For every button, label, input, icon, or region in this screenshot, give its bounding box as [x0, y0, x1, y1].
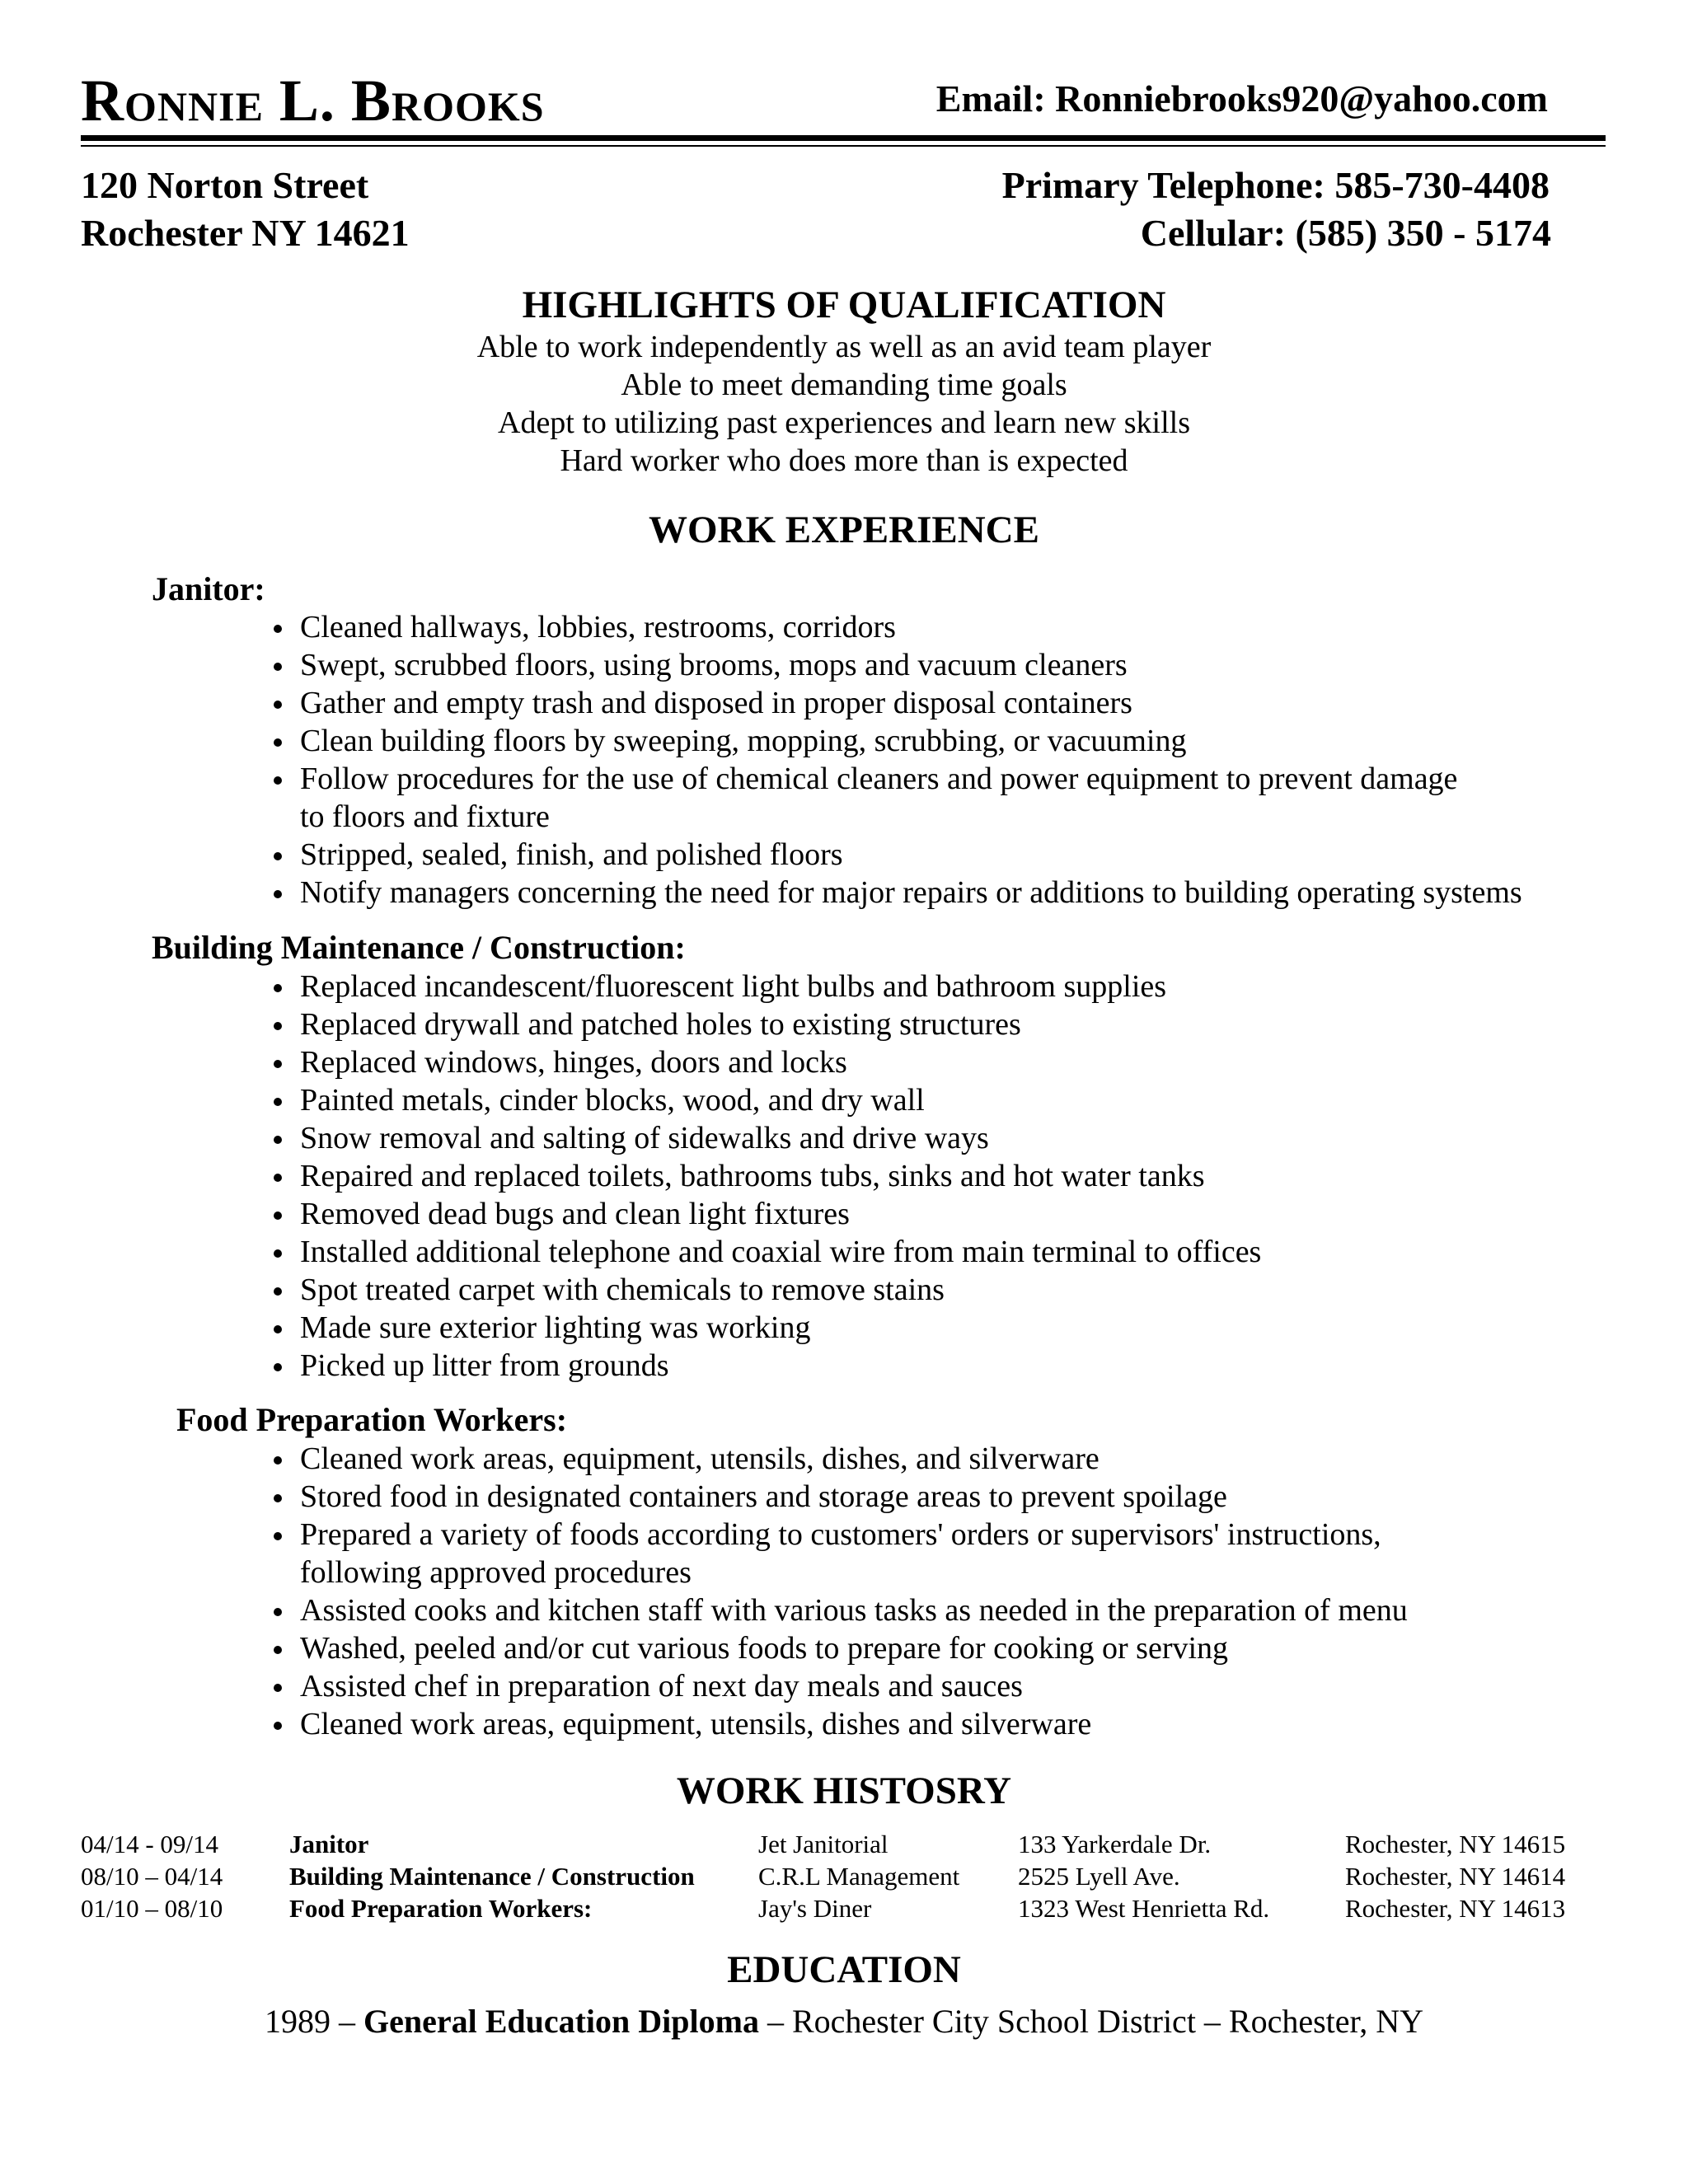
- duty-item: Painted metals, cinder blocks, wood, and dry wall: [300, 1081, 1261, 1119]
- duty-item: Notify managers concerning the need for major repairs or additions to building operating systems: [300, 875, 1522, 910]
- history-row: [81, 1828, 1606, 1860]
- history-city: Rochester, NY 14615: [1345, 1830, 1566, 1858]
- history-job-title: Building Maintenance / Construction: [289, 1862, 695, 1891]
- duty-item: Installed additional telephone and coaxial wire from main terminal to offices: [300, 1235, 1262, 1269]
- duty-item: [300, 1516, 1408, 1591]
- header-divider-thick: [81, 135, 1606, 141]
- building-maintenance-duties: [256, 968, 1261, 1385]
- history-job-title: Food Preparation Workers:: [289, 1894, 593, 1923]
- duty-item: Replaced windows, hinges, doors and locks: [300, 1043, 1261, 1081]
- janitor-duties: [256, 608, 1522, 912]
- highlight-item: Able to meet demanding time goals: [621, 368, 1067, 402]
- education-separator: –: [758, 2003, 792, 2040]
- duty-item: Assisted chef in preparation of next day meals and sauces: [300, 1667, 1408, 1705]
- duty-item: Made sure exterior lighting was working: [300, 1309, 1261, 1347]
- duty-item: Replaced incandescent/fluorescent light bulbs and bathroom supplies: [300, 968, 1261, 1005]
- duty-item: Replaced drywall and patched holes to existing structures: [300, 1005, 1261, 1043]
- job-title-building-maintenance: Building Maintenance / Construction:: [152, 929, 686, 966]
- duty-item: Spot treated carpet with chemicals to remove stains: [300, 1271, 1261, 1309]
- duty-item: Snow removal and salting of sidewalks and drive ways: [300, 1119, 1261, 1157]
- cell-phone: Cellular: (585) 350 - 5174: [1140, 212, 1551, 254]
- history-row: [81, 1892, 1606, 1924]
- duty-item: Cleaned hallways, lobbies, restrooms, corridors: [300, 608, 1522, 646]
- duty-item: Cleaned work areas, equipment, utensils, dishes, and silverware: [300, 1440, 1408, 1478]
- education-line: [0, 2001, 1688, 2042]
- history-dates: 04/14 - 09/14: [81, 1830, 219, 1858]
- work-history-title: WORK HISTOSRY: [676, 1769, 1012, 1812]
- duty-item: Clean building floors by sweeping, mopping, scrubbing, or vacuuming: [300, 722, 1522, 760]
- education-school: Rochester City School District – Rochester, NY: [791, 2003, 1424, 2040]
- duty-item: Stripped, sealed, finish, and polished floors: [300, 836, 1522, 874]
- education-degree: General Education Diploma: [363, 2003, 759, 2040]
- history-job-title: Janitor: [289, 1830, 369, 1858]
- duty-item: Stored food in designated containers and storage areas to prevent spoilage: [300, 1478, 1408, 1516]
- duty-item: Picked up litter from grounds: [300, 1347, 1261, 1385]
- duty-item: Repaired and replaced toilets, bathrooms tubs, sinks and hot water tanks: [300, 1157, 1261, 1195]
- duty-text: Prepared a variety of foods according to customers' orders or supervisors' instructions,: [300, 1517, 1381, 1552]
- history-row: [81, 1860, 1606, 1892]
- history-city: Rochester, NY 14613: [1345, 1894, 1566, 1923]
- phone-block: [1002, 162, 1550, 257]
- history-employer: Jay's Diner: [758, 1894, 872, 1923]
- duty-item: Washed, peeled and/or cut various foods to prepare for cooking or serving: [300, 1629, 1408, 1667]
- header: [81, 59, 1548, 142]
- highlight-item: Able to work independently as well as an avid team player: [476, 330, 1212, 364]
- header-divider-thin: [81, 145, 1606, 147]
- duty-continuation: to floors and fixture: [300, 799, 550, 834]
- highlight-item: Adept to utilizing past experiences and learn new skills: [498, 405, 1190, 440]
- history-dates: 01/10 – 08/10: [81, 1894, 223, 1923]
- email-line: Email: Ronniebrooks920@yahoo.com: [935, 77, 1548, 120]
- history-street: 133 Yarkerdale Dr.: [1018, 1830, 1212, 1858]
- work-experience-title: WORK EXPERIENCE: [649, 509, 1039, 551]
- history-dates: 08/10 – 04/14: [81, 1862, 223, 1891]
- duty-continuation: following approved procedures: [300, 1555, 692, 1590]
- duty-item: Cleaned work areas, equipment, utensils, dishes and silverware: [300, 1705, 1408, 1743]
- address-line-1: 120 Norton Street: [81, 164, 369, 206]
- highlights-title: HIGHLIGHTS OF QUALIFICATION: [522, 284, 1166, 326]
- history-street: 2525 Lyell Ave.: [1018, 1862, 1180, 1891]
- history-employer: Jet Janitorial: [758, 1830, 889, 1858]
- duty-item: Removed dead bugs and clean light fixtures: [300, 1195, 1261, 1233]
- address-line-2: Rochester NY 14621: [81, 212, 410, 254]
- history-street: 1323 West Henrietta Rd.: [1018, 1894, 1270, 1923]
- highlight-item: Hard worker who does more than is expected: [560, 443, 1128, 478]
- candidate-name: Ronnie L. Brooks: [81, 68, 545, 134]
- address-block: [81, 162, 410, 257]
- job-title-food-preparation: Food Preparation Workers:: [176, 1401, 568, 1438]
- education-title: EDUCATION: [727, 1948, 961, 1991]
- primary-phone: Primary Telephone: 585-730-4408: [1001, 164, 1550, 206]
- history-city: Rochester, NY 14614: [1345, 1862, 1566, 1891]
- job-title-janitor: Janitor:: [152, 570, 265, 607]
- duty-item: [300, 760, 1522, 836]
- food-preparation-duties: [256, 1440, 1408, 1743]
- work-history-table: [81, 1828, 1606, 1924]
- history-employer: C.R.L Management: [758, 1862, 960, 1891]
- duty-text: Follow procedures for the use of chemical cleaners and power equipment to prevent damage: [300, 762, 1458, 796]
- duty-item: Swept, scrubbed floors, using brooms, mops and vacuum cleaners: [300, 646, 1522, 684]
- education-separator: –: [330, 2003, 363, 2040]
- duty-item: Gather and empty trash and disposed in proper disposal containers: [300, 684, 1522, 722]
- highlights-list: [0, 328, 1688, 480]
- education-year: 1989: [264, 2003, 331, 2040]
- duty-item: Assisted cooks and kitchen staff with various tasks as needed in the preparation of menu: [300, 1593, 1408, 1628]
